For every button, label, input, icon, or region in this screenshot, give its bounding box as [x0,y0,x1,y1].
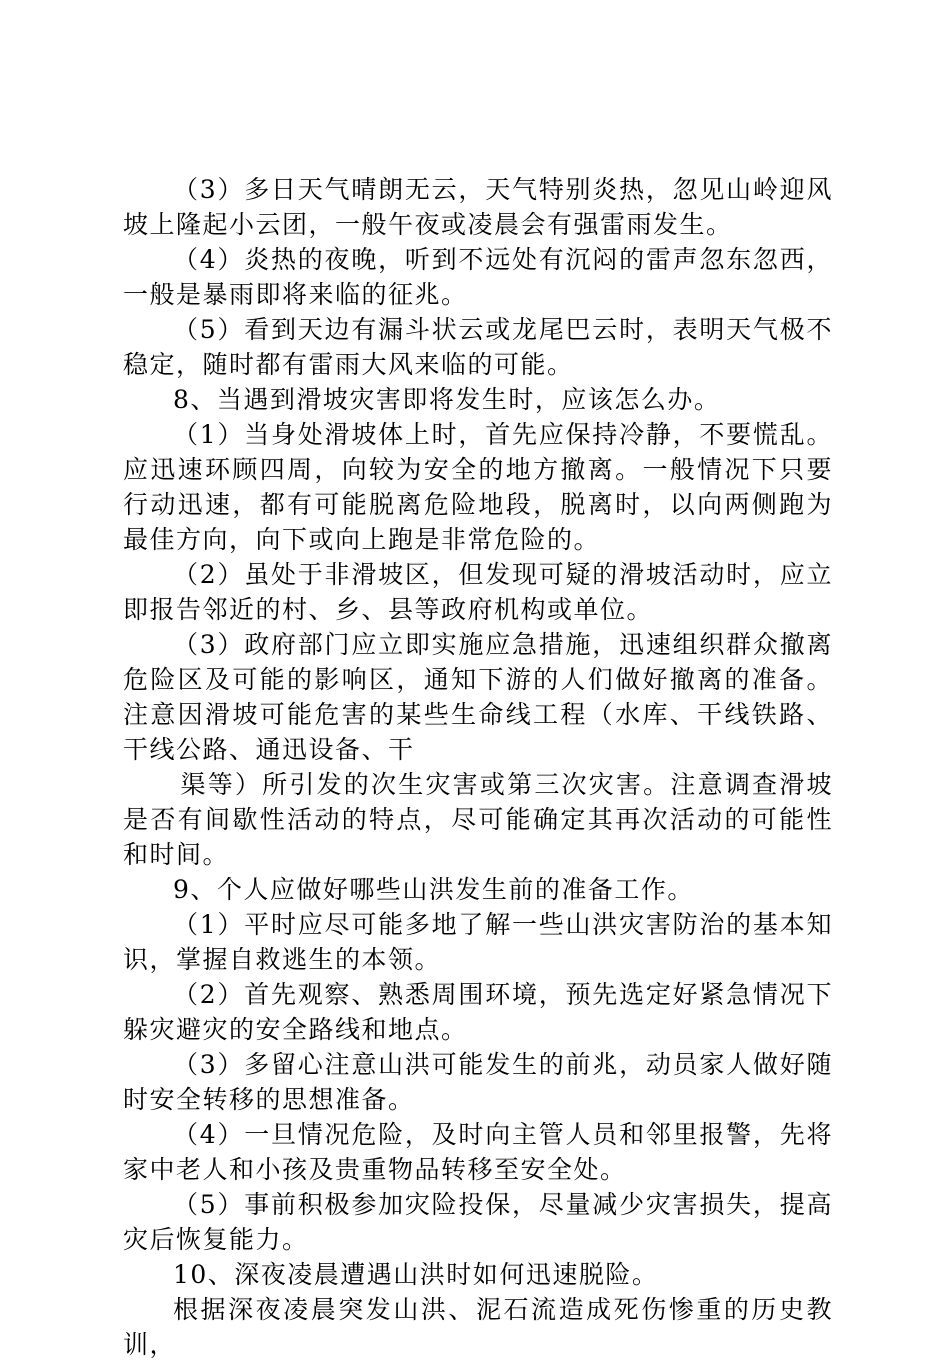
paragraph-item-3-weather-sign: （3）多日天气晴朗无云，天气特别炎热，忽见山岭迎风坡上隆起小云团，一般午夜或凌晨会有强雷雨发生。 [123,175,833,239]
document-body [123,172,833,1362]
section-heading-8-landslide: 8、当遇到滑坡灾害即将发生时，应该怎么办。 [173,385,721,414]
paragraph-landslide-item-3: （3）政府部门应立即实施应急措施，迅速组织群众撤离危险区及可能的影响区，通知下游的人们做好撤离的准备。注意因滑坡可能危害的某些生命线工程（水库、干线铁路、干线公路、通迅设备、干 [123,630,833,764]
paragraph-item-4-weather-sign: （4）炎热的夜晚，听到不远处有沉闷的雷声忽东忽西，一般是暴雨即将来临的征兆。 [123,245,833,309]
section-heading-10-night-flood: 10、深夜凌晨遭遇山洪时如何迅速脱险。 [173,1260,659,1289]
paragraph-flood-item-4: （4）一旦情况危险，及时向主管人员和邻里报警，先将家中老人和小孩及贵重物品转移至安全处。 [123,1120,833,1184]
paragraph-landslide-item-1: （1）当身处滑坡体上时，首先应保持冷静，不要慌乱。应迅速环顾四周，向较为安全的地方撤离。一般情况下只要行动迅速，都有可能脱离危险地段，脱离时，以向两侧跑为最佳方向，向下或向上跑是非常危险的。 [123,420,833,554]
paragraph-item-5-weather-sign: （5）看到天边有漏斗状云或龙尾巴云时，表明天气极不稳定，随时都有雷雨大风来临的可能。 [123,315,833,379]
paragraph-landslide-item-2: （2）虽处于非滑坡区，但发现可疑的滑坡活动时，应立即报告邻近的村、乡、县等政府机构或单位。 [123,560,833,624]
section-heading-9-flood-preparation: 9、个人应做好哪些山洪发生前的准备工作。 [173,875,694,904]
paragraph-flood-item-1: （1）平时应尽可能多地了解一些山洪灾害防治的基本知识，掌握自救逃生的本领。 [123,910,833,974]
paragraph-flood-item-5: （5）事前积极参加灾险投保，尽量减少灾害损失，提高灾后恢复能力。 [123,1190,833,1254]
paragraph-landslide-item-3-continued: 渠等）所引发的次生灾害或第三次灾害。注意调查滑坡是否有间歇性活动的特点，尽可能确定其再次活动的可能性和时间。 [123,770,833,869]
paragraph-flood-item-2: （2）首先观察、熟悉周围环境，预先选定好紧急情况下躲灾避灾的安全路线和地点。 [123,980,833,1044]
paragraph-flood-item-3: （3）多留心注意山洪可能发生的前兆，动员家人做好随时安全转移的思想准备。 [123,1050,833,1114]
paragraph-night-flood-intro: 根据深夜凌晨突发山洪、泥石流造成死伤惨重的历史教训， [123,1295,833,1359]
